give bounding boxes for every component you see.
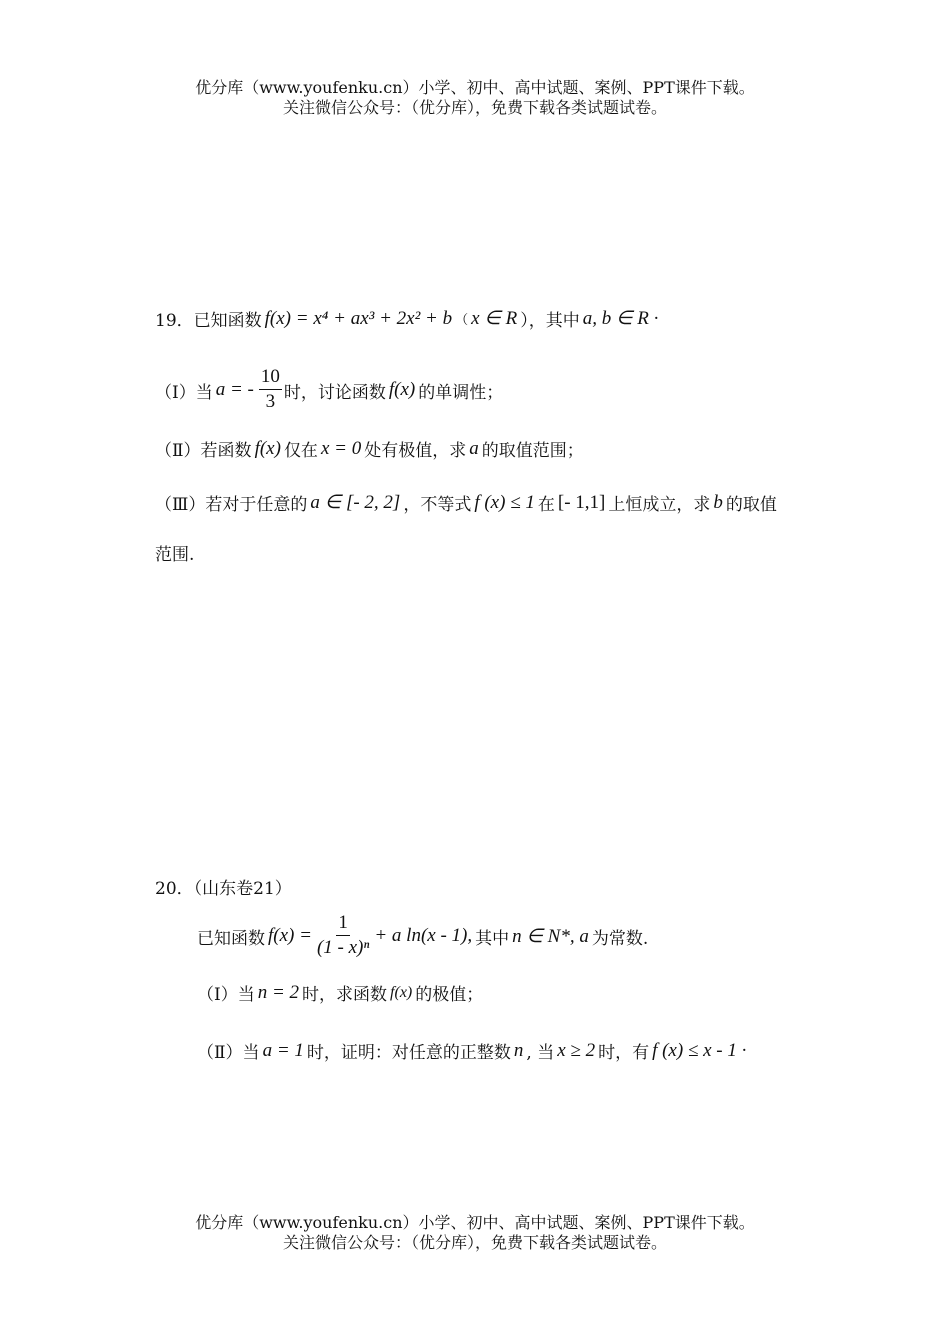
q20-p2-a: a = 1	[262, 1039, 304, 1061]
q19-p2-text1: 仅在	[283, 441, 318, 461]
q20-stem	[197, 912, 648, 960]
q19-p2-fx: f(x)	[254, 437, 281, 459]
q19-part-3-continued	[155, 540, 194, 565]
q20-text1: 其中	[475, 928, 510, 949]
q19-p3-cont: 范围.	[155, 545, 195, 565]
q20-p1-end: 的极值；	[415, 985, 484, 1005]
q20-denominator: (1 - x)ⁿ	[316, 937, 370, 958]
footer-banner	[0, 1213, 950, 1253]
q19-part-3	[155, 490, 777, 515]
q19-p3-a: a ∈ [- 2, 2]	[310, 492, 401, 513]
q19-p2-text2: 处有极值，求	[364, 441, 467, 461]
footer-line-1: 优分库（www.youfenku.cn）小学、初中、高中试题、案例、PPT课件下载。	[195, 1213, 755, 1232]
q20-numerator: 1	[336, 912, 350, 936]
q19-params: a, b ∈ R ·	[582, 308, 659, 329]
q20-fraction	[317, 912, 369, 960]
q20-rest: + a ln(x - 1),	[374, 925, 473, 946]
q20-fx: f(x) =	[268, 925, 312, 946]
q20-p2-text3: 时，有	[598, 1043, 650, 1063]
q19-p1-end: 的单调性；	[418, 382, 504, 403]
header-line-2: 关注微信公众号：（优分库），免费下载各类试题试卷。	[282, 98, 667, 117]
q20-p2-x: x ≥ 2	[557, 1039, 596, 1061]
q19-p1-text: 时，讨论函数	[283, 382, 386, 403]
q20-p1-fx: f(x)	[390, 983, 413, 1001]
q19-p3-ineq: f (x) ≤ 1	[474, 491, 535, 513]
q19-p2-a: a	[469, 437, 479, 459]
q19-p2-label: （Ⅱ）若函数	[155, 441, 252, 461]
q20-p1-text: 时，求函数	[302, 985, 388, 1005]
q19-p3-b: b	[713, 491, 723, 513]
q20-p2-ineq: f (x) ≤ x - 1 ·	[652, 1039, 747, 1061]
q20-p1-label: （Ⅰ）当	[197, 985, 255, 1005]
q19-number: 19．已知函数	[155, 311, 262, 331]
q19-stem	[155, 306, 661, 331]
q19-p2-end: 的取值范围；	[481, 441, 584, 461]
q20-text2: 为常数.	[591, 928, 649, 949]
footer-line-2: 关注微信公众号：（优分库），免费下载各类试题试卷。	[282, 1233, 667, 1252]
q19-domain: x ∈ R	[471, 308, 518, 329]
header-line-1: 优分库（www.youfenku.cn）小学、初中、高中试题、案例、PPT课件下载。	[195, 78, 755, 97]
q20-part-2	[197, 1038, 749, 1063]
q19-p3-text2: 在	[537, 495, 555, 515]
q20-p2-label: （Ⅱ）当	[197, 1043, 260, 1063]
q19-p1-numerator: 10	[259, 366, 282, 390]
q19-formula: f(x) = x⁴ + ax³ + 2x² + b	[264, 307, 453, 329]
q19-p3-label: （Ⅲ）若对于任意的	[155, 495, 308, 515]
q20-cond: n ∈ N*, a	[512, 925, 589, 947]
q20-p2-n: n	[513, 1039, 524, 1061]
q19-part-1	[155, 366, 503, 414]
q20-p1-n: n = 2	[257, 981, 300, 1003]
q20-number: 20．（山东卷21）	[155, 879, 292, 899]
q19-p2-x: x = 0	[320, 437, 362, 459]
q19-part-2	[155, 436, 584, 461]
q19-p1-fraction	[259, 366, 282, 414]
q20-part-1	[197, 980, 483, 1005]
q19-domain-close: ），其中	[520, 311, 580, 331]
q19-p1-denominator: 3	[265, 391, 276, 412]
q20-intro: 已知函数	[197, 928, 265, 949]
q20-p2-text1: 时，证明：对任意的正整数	[306, 1043, 511, 1063]
q19-p3-text4: 的取值	[725, 495, 777, 515]
q20-header	[155, 874, 292, 899]
q19-p3-interval: [- 1,1]	[557, 491, 606, 513]
q19-p1-label: （Ⅰ）当	[155, 382, 213, 403]
header-banner	[0, 78, 950, 118]
q19-domain-open: （	[455, 313, 469, 328]
q19-p1-a: a = -	[215, 379, 254, 400]
q20-p2-text2: , 当	[526, 1043, 555, 1063]
q19-p3-text1: ，不等式	[403, 495, 472, 515]
q19-p1-fx: f(x)	[388, 379, 416, 400]
q19-p3-text3: 上恒成立，求	[608, 495, 711, 515]
